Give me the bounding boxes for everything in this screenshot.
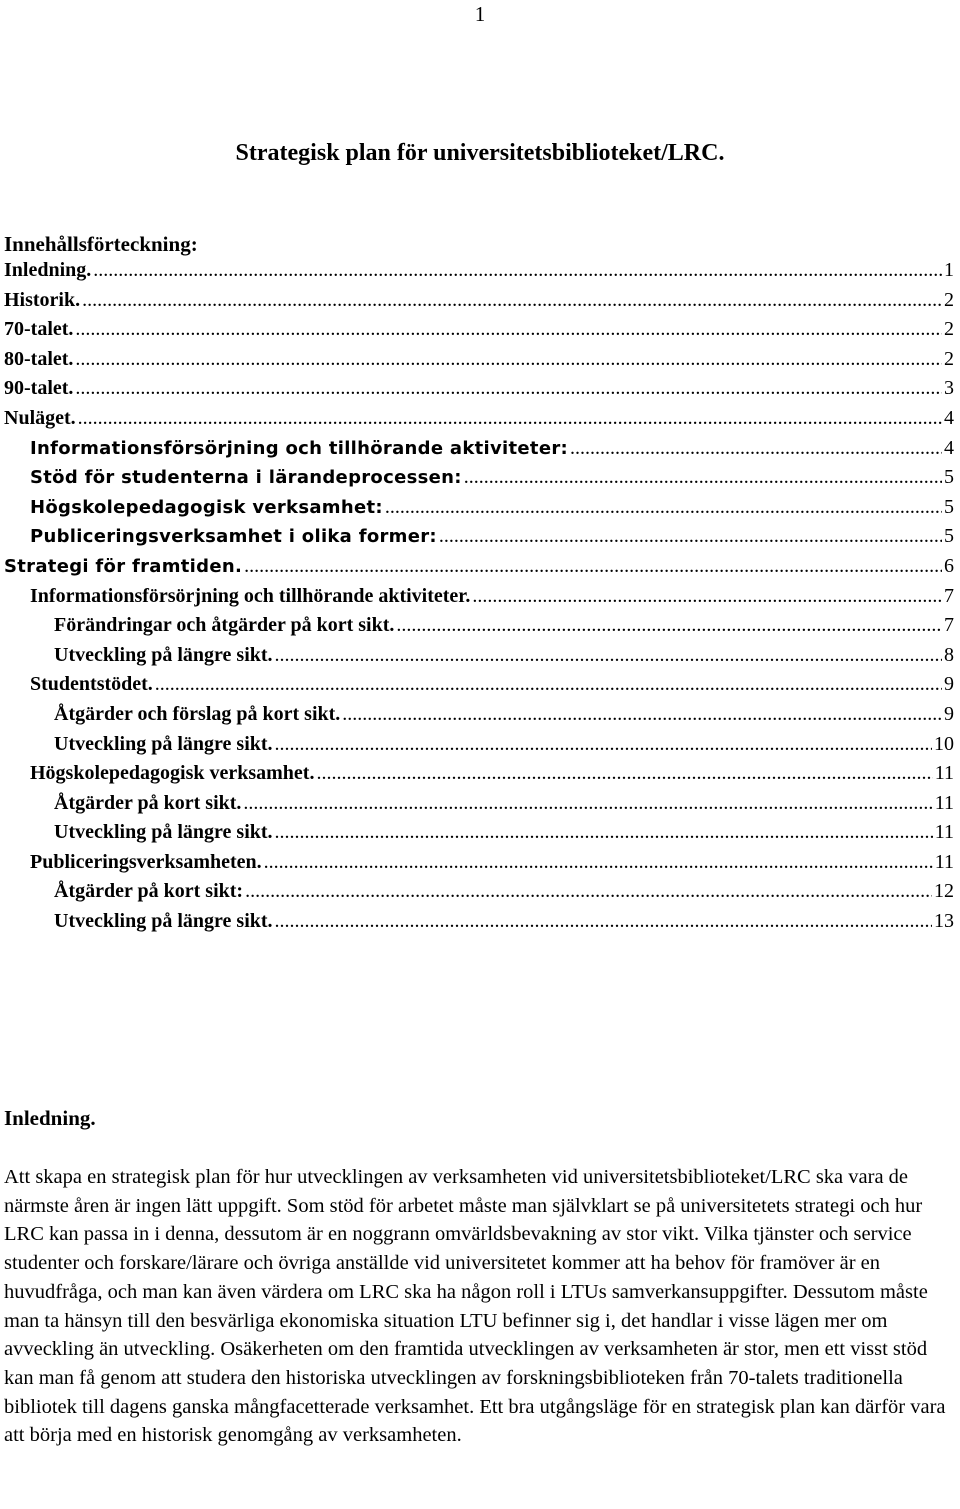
toc-entry-label: 90-talet. <box>4 377 74 400</box>
toc-leader-dots <box>82 289 942 312</box>
toc-entry-page: 8 <box>944 643 954 666</box>
toc-entry-label: Strategi för framtiden. <box>4 555 243 577</box>
toc-entry-label: Förändringar och åtgärder på kort sikt. <box>54 614 395 637</box>
toc-entry-page: 11 <box>934 791 954 814</box>
toc-entry-page: 2 <box>944 288 954 311</box>
toc-entry[interactable] <box>4 466 954 496</box>
toc-leader-dots <box>275 733 932 756</box>
toc-entry[interactable] <box>4 259 954 289</box>
toc-entry-page: 4 <box>944 406 954 429</box>
page-number: 1 <box>474 2 486 26</box>
toc-leader-dots <box>472 585 942 608</box>
toc-entry[interactable] <box>4 880 954 910</box>
toc-entry[interactable] <box>4 733 954 763</box>
toc-entry[interactable] <box>4 585 954 615</box>
toc-entry[interactable] <box>4 614 954 644</box>
toc-leader-dots <box>75 318 942 341</box>
toc-entry[interactable] <box>4 407 954 437</box>
toc-leader-dots <box>342 703 942 726</box>
toc-entry-page: 1 <box>944 259 954 281</box>
toc-entry[interactable] <box>4 555 954 585</box>
toc-heading: Innehållsförteckning: <box>4 232 198 256</box>
toc-entry[interactable] <box>4 762 954 792</box>
toc-entry-label: Informationsförsörjning och tillhörande aktiviteter: <box>30 437 569 459</box>
toc-entry-page: 11 <box>934 821 954 844</box>
toc-entry[interactable] <box>4 673 954 703</box>
toc-entry-label: Åtgärder på kort sikt. <box>54 791 242 814</box>
toc-entry-label: Publiceringsverksamhet i olika former: <box>30 526 437 548</box>
toc-entry[interactable] <box>4 525 954 555</box>
toc-leader-dots <box>275 821 933 844</box>
toc-entry-page: 10 <box>934 732 954 755</box>
toc-leader-dots <box>75 377 942 400</box>
toc-entry-page: 9 <box>944 673 954 696</box>
toc-entry-label: Publiceringsverksamheten. <box>30 850 262 873</box>
body-paragraph <box>4 1163 956 1450</box>
document-title: Strategisk plan för universitetsbiblioteket/LRC. <box>235 140 725 166</box>
toc-entry-page: 6 <box>944 554 954 577</box>
toc-leader-dots <box>245 880 932 903</box>
intro-paragraph: Att skapa en strategisk plan för hur utvecklingen av verksamheten vid universitetsbiblioteket/LRC ska vara de närmste åren är ingen lätt uppgift. Som stöd för arbetet måste man självklart se på universitetets strategi och hur LRC kan passa in i denna, dessutom är en noggrann omvärldsbevakning av stor vikt. Vilka tjänster och service studenter och forskare/lärare och övriga anställde vid universitetet kommer att ha behov för framöver är en huvudfråga, och man kan även värdera om LRC ska ha någon roll i LTUs samverkansuppgifter. Dessutom måste man ta hänsyn till den besvärliga ekonomiska situation LTU befinner sig i, det handlar i visse lägen mer om avveckling än utveckling. Osäkerheten om den framtida utvecklingen av verksamheten är stor, men ett visst stöd kan man få genom att studera den historiska utvecklingen av forskningsbiblioteken från 70-talets traditionella bibliotek till dagens ganska mångfacetterade verksamhet. Ett bra utgångsläge för en strategisk plan kan därför vara att börja med en historisk genomgång av verksamheten. <box>4 1166 946 1447</box>
toc-entry-label: Nuläget. <box>4 406 76 429</box>
toc-entry[interactable] <box>4 496 954 526</box>
toc-leader-dots <box>275 910 932 933</box>
toc-entry[interactable] <box>4 821 954 851</box>
toc-entry-page: 9 <box>944 702 954 725</box>
toc-entry-label: Studentstödet. <box>30 673 153 696</box>
toc-entry[interactable] <box>4 437 954 467</box>
section-heading: Inledning. <box>4 1106 96 1130</box>
toc-entry-label: Utveckling på längre sikt. <box>54 821 273 844</box>
toc-entry-label: Informationsförsörjning och tillhörande aktiviteter. <box>30 584 471 607</box>
table-of-contents <box>4 259 954 940</box>
toc-leader-dots <box>570 437 942 460</box>
toc-entry-label: 80-talet. <box>4 347 74 370</box>
toc-entry[interactable] <box>4 703 954 733</box>
toc-entry[interactable] <box>4 318 954 348</box>
toc-leader-dots <box>385 496 942 519</box>
toc-entry-page: 12 <box>934 880 954 903</box>
toc-leader-dots <box>75 348 942 371</box>
toc-entry-label: Utveckling på längre sikt. <box>54 732 273 755</box>
toc-entry-label: Högskolepedagogisk verksamhet: <box>30 496 383 518</box>
toc-entry-page: 13 <box>934 910 954 933</box>
toc-entry[interactable] <box>4 851 954 881</box>
toc-entry-page: 5 <box>944 525 954 548</box>
toc-entry[interactable] <box>4 289 954 319</box>
toc-entry-label: Högskolepedagogisk verksamhet. <box>30 762 315 785</box>
toc-leader-dots <box>244 555 942 578</box>
toc-leader-dots <box>243 792 932 815</box>
toc-entry-page: 7 <box>944 614 954 637</box>
toc-entry-page: 7 <box>944 584 954 607</box>
toc-entry-page: 4 <box>944 436 954 459</box>
toc-entry-label: Inledning. <box>4 259 92 281</box>
toc-entry-page: 2 <box>944 318 954 341</box>
toc-leader-dots <box>264 851 933 874</box>
toc-entry[interactable] <box>4 377 954 407</box>
toc-entry[interactable] <box>4 792 954 822</box>
toc-leader-dots <box>316 762 932 785</box>
toc-leader-dots <box>275 644 942 667</box>
toc-entry[interactable] <box>4 348 954 378</box>
toc-entry[interactable] <box>4 910 954 940</box>
toc-leader-dots <box>439 525 942 548</box>
toc-entry-label: Åtgärder på kort sikt: <box>54 880 244 903</box>
toc-entry-page: 5 <box>944 466 954 489</box>
toc-entry-label: Utveckling på längre sikt. <box>54 910 273 933</box>
toc-entry-page: 2 <box>944 347 954 370</box>
toc-entry-page: 3 <box>944 377 954 400</box>
toc-entry[interactable] <box>4 644 954 674</box>
toc-entry-label: Utveckling på längre sikt. <box>54 643 273 666</box>
toc-leader-dots <box>93 259 942 282</box>
toc-entry-page: 11 <box>934 762 954 785</box>
toc-leader-dots <box>464 466 942 489</box>
toc-entry-page: 11 <box>934 850 954 873</box>
toc-entry-label: Historik. <box>4 288 81 311</box>
toc-leader-dots <box>155 673 942 696</box>
toc-entry-label: Stöd för studenterna i lärandeprocessen: <box>30 467 462 489</box>
toc-entry-label: Åtgärder och förslag på kort sikt. <box>54 702 341 725</box>
toc-entry-label: 70-talet. <box>4 318 74 341</box>
toc-leader-dots <box>78 407 942 430</box>
toc-leader-dots <box>396 614 942 637</box>
toc-entry-page: 5 <box>944 495 954 518</box>
